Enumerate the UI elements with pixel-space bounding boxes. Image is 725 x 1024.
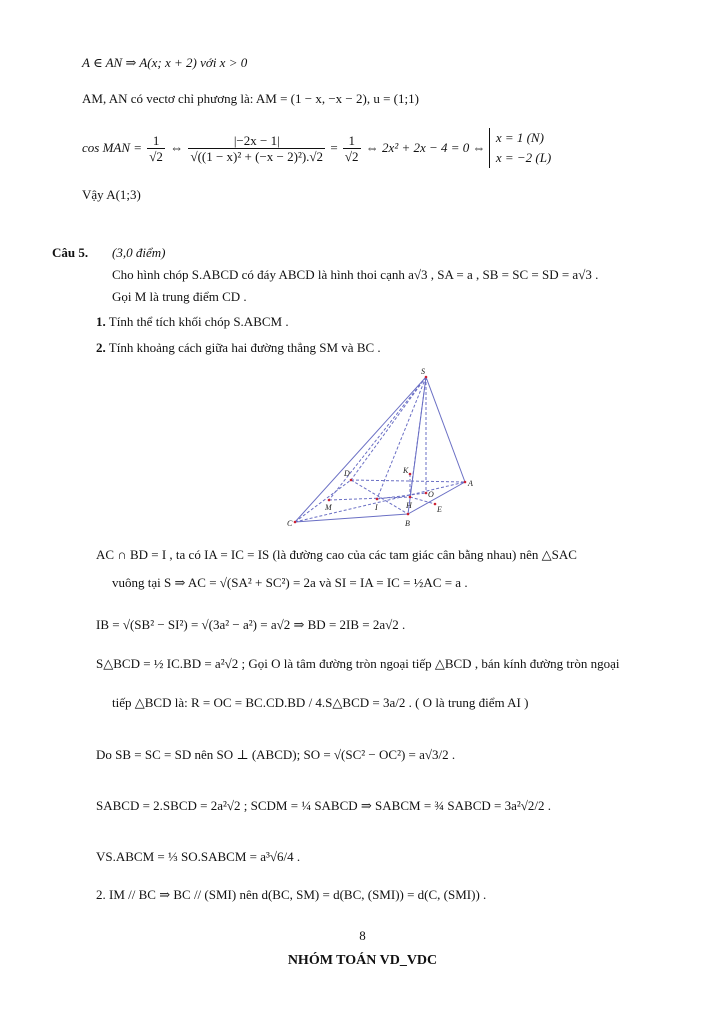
solution-line-2: IB = √(SB² − SI²) = √(3a² − a²) = a√2 ⇒ BD = 2IB = 2a√2 . [96,617,406,632]
question-points: (3,0 điểm) [112,245,166,260]
label-a: A [468,479,473,488]
question-text-1: Cho hình chóp S.ABCD có đáy ABCD là hình thoi cạnh a√3 , SA = a , SB = SC = SD = a√3 . [112,267,599,282]
label-s: S [421,367,425,376]
solution-line-3a: S△BCD = ½ IC.BD = a²√2 ; Gọi O là tâm đường tròn ngoại tiếp △BCD , bán kính đường tròn ngoại [96,656,620,671]
question-part-1: 1. Tính thể tích khối chóp S.ABCM . [96,314,289,329]
label-e: E [437,505,442,514]
solution-line-1b: vuông tại S ⇒ AC = √(SA² + SC²) = 2a và SI = IA = IC = ½AC = a . [112,575,468,590]
label-b: B [405,519,410,528]
line-conclusion: Vậy A(1;3) [82,187,141,202]
question-label: Câu 5. [52,245,89,260]
line-cos-man: cos MAN = $\frac{1}{√2}$ ⇔ $\frac{|-2x - 1|}{\text{√((1 − x)² + (−x − 2)²).√2}}$ = $\frac{1}{√2}$ ⇔ 2x² + 2x − 4 = 0 ⇔ x = 1 (N) x = −2 (L) [82,128,551,174]
solution-line-5: SABCD = 2.SBCD = 2a²√2 ; SCDM = ¼ SABCD ⇒ SABCM = ¾ SABCD = 3a²√2/2 . [96,798,551,813]
solution-line-7: 2. IM // BC ⇒ BC // (SMI) nên d(BC, SM) = d(BC, (SMI)) = d(C, (SMI)) . [96,887,487,902]
footer-group-name: NHÓM TOÁN VD_VDC [287,953,438,968]
label-m: M [325,503,332,512]
solution-line-3b: tiếp △BCD là: R = OC = BC.CD.BD / 4.S△BCD = 3a/2 . ( O là trung điểm AI ) [112,695,529,710]
solution-line-4: Do SB = SC = SD nên SO ⊥ (ABCD); SO = √(SC² − OC²) = a√3/2 . [96,747,456,762]
label-c: C [287,519,293,528]
line-a-in-an: A ∈ AN ⇒ A(x; x + 2) với x > 0 [82,55,248,70]
solution-line-6: VS.ABCM = ⅓ SO.SABCM = a³√6/4 . [96,849,301,864]
label-i: I [375,503,378,512]
label-d: D [344,469,350,478]
page-number: 8 [359,928,366,943]
label-k: K [403,466,409,475]
question-part-2: 2. Tính khoảng cách giữa hai đường thẳng SM và BC . [96,340,381,355]
solution-line-1a: AC ∩ BD = I , ta có IA = IC = IS (là đường cao của các tam giác cân bằng nhau) nên △SAC [96,547,577,562]
line-direction-vectors: AM, AN có vectơ chỉ phương là: AM = (1 − x, −x − 2), u = (1;1) [82,91,419,106]
case-brace: x = 1 (N) x = −2 (L) [489,128,551,168]
question-text-2: Gọi M là trung điểm CD . [112,289,247,304]
pyramid-figure [285,362,490,532]
label-o: O [428,490,434,499]
label-h: H [406,501,412,510]
